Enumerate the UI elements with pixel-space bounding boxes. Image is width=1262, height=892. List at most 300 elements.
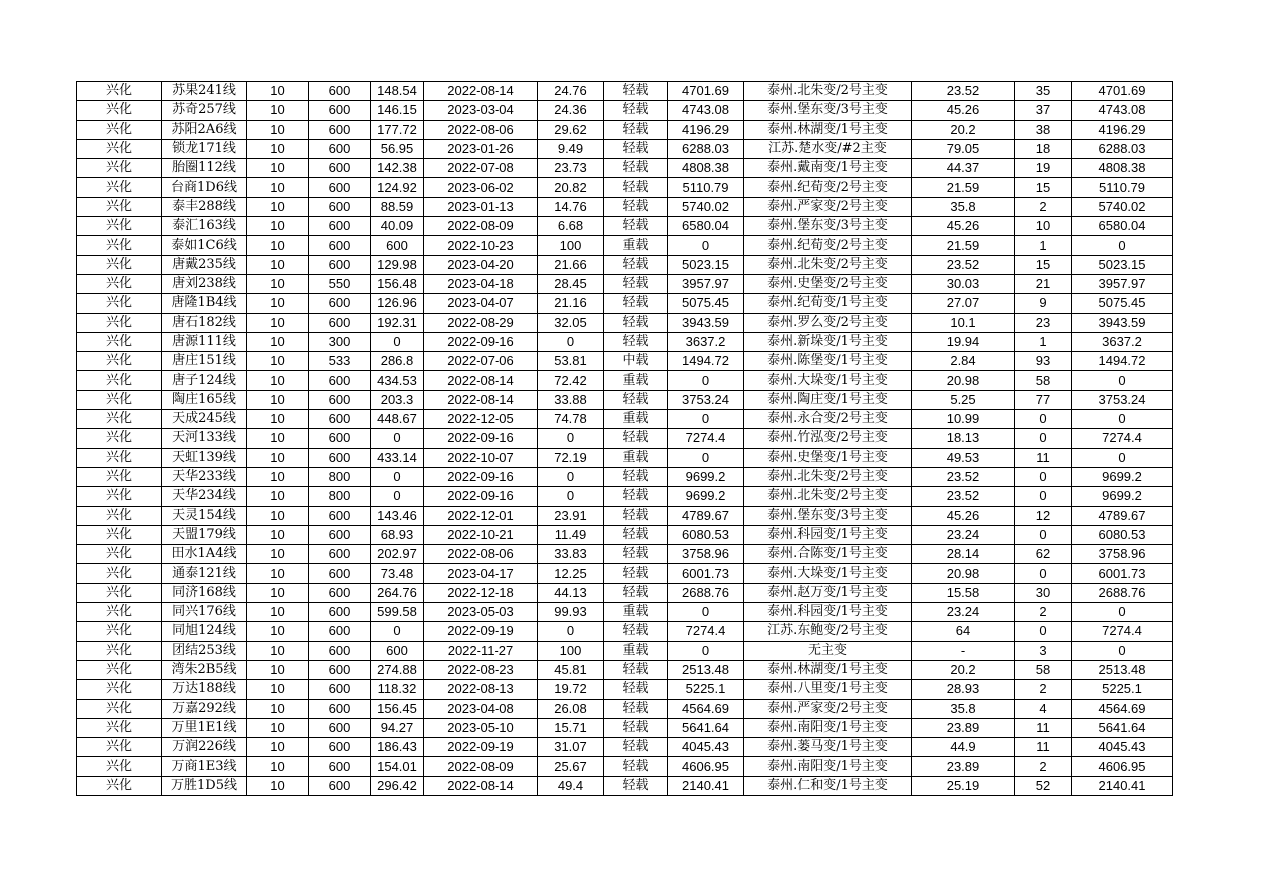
load-rate-cell: 20.82 <box>538 178 604 197</box>
table-row <box>77 603 1173 622</box>
line-name-cell: 天盟179线 <box>162 525 247 544</box>
remaining-capacity-cell: 2688.76 <box>1072 583 1173 602</box>
transformer-load-rate-cell: 35.8 <box>912 197 1015 216</box>
count-cell: 2 <box>1015 197 1072 216</box>
transformer-load-rate-cell: 27.07 <box>912 294 1015 313</box>
date-cell: 2022-08-14 <box>424 390 538 409</box>
line-name-cell: 同兴176线 <box>162 603 247 622</box>
load-status-cell: 轻载 <box>604 660 668 679</box>
region-cell: 兴化 <box>77 603 162 622</box>
transformer-cell: 江苏.楚水变/#2主变 <box>744 139 912 158</box>
remaining-capacity-cell: 6288.03 <box>1072 139 1173 158</box>
region-cell: 兴化 <box>77 660 162 679</box>
capacity-cell: 600 <box>309 660 371 679</box>
available-capacity-cell: 4196.29 <box>668 120 744 139</box>
voltage-cell: 10 <box>247 159 309 178</box>
remaining-capacity-cell: 3758.96 <box>1072 545 1173 564</box>
load-status-cell: 重载 <box>604 371 668 390</box>
load-status-cell: 重载 <box>604 410 668 429</box>
load-rate-cell: 74.78 <box>538 410 604 429</box>
load-cell: 118.32 <box>371 680 424 699</box>
available-capacity-cell: 2140.41 <box>668 776 744 795</box>
date-cell: 2022-09-16 <box>424 467 538 486</box>
voltage-cell: 10 <box>247 699 309 718</box>
transformer-load-rate-cell: 79.05 <box>912 139 1015 158</box>
capacity-cell: 600 <box>309 776 371 795</box>
line-name-cell: 苏奇257线 <box>162 101 247 120</box>
available-capacity-cell: 5641.64 <box>668 718 744 737</box>
load-status-cell: 轻载 <box>604 545 668 564</box>
date-cell: 2022-12-01 <box>424 506 538 525</box>
table-row <box>77 448 1173 467</box>
available-capacity-cell: 0 <box>668 448 744 467</box>
count-cell: 1 <box>1015 236 1072 255</box>
remaining-capacity-cell: 5023.15 <box>1072 255 1173 274</box>
transformer-load-rate-cell: 10.1 <box>912 313 1015 332</box>
count-cell: 0 <box>1015 487 1072 506</box>
date-cell: 2023-05-10 <box>424 718 538 737</box>
count-cell: 0 <box>1015 525 1072 544</box>
remaining-capacity-cell: 9699.2 <box>1072 487 1173 506</box>
count-cell: 58 <box>1015 371 1072 390</box>
available-capacity-cell: 6001.73 <box>668 564 744 583</box>
line-name-cell: 同旭124线 <box>162 622 247 641</box>
date-cell: 2023-01-13 <box>424 197 538 216</box>
voltage-cell: 10 <box>247 274 309 293</box>
line-name-cell: 万胜1D5线 <box>162 776 247 795</box>
transformer-cell: 无主变 <box>744 641 912 660</box>
table-row <box>77 313 1173 332</box>
line-name-cell: 万商1E3线 <box>162 757 247 776</box>
line-name-cell: 胎圈112线 <box>162 159 247 178</box>
load-rate-cell: 99.93 <box>538 603 604 622</box>
remaining-capacity-cell: 5225.1 <box>1072 680 1173 699</box>
voltage-cell: 10 <box>247 197 309 216</box>
load-status-cell: 轻载 <box>604 178 668 197</box>
transformer-cell: 泰州.严家变/2号主变 <box>744 699 912 718</box>
transformer-cell: 泰州.堡东变/3号主变 <box>744 101 912 120</box>
load-status-cell: 轻载 <box>604 313 668 332</box>
voltage-cell: 10 <box>247 294 309 313</box>
load-rate-cell: 6.68 <box>538 217 604 236</box>
region-cell: 兴化 <box>77 506 162 525</box>
region-cell: 兴化 <box>77 313 162 332</box>
voltage-cell: 10 <box>247 313 309 332</box>
region-cell: 兴化 <box>77 622 162 641</box>
region-cell: 兴化 <box>77 718 162 737</box>
load-cell: 600 <box>371 236 424 255</box>
voltage-cell: 10 <box>247 660 309 679</box>
load-rate-cell: 100 <box>538 641 604 660</box>
capacity-cell: 600 <box>309 545 371 564</box>
voltage-cell: 10 <box>247 332 309 351</box>
table-row <box>77 660 1173 679</box>
transformer-cell: 泰州.罗么变/2号主变 <box>744 313 912 332</box>
date-cell: 2022-07-06 <box>424 352 538 371</box>
transformer-load-rate-cell: 20.2 <box>912 660 1015 679</box>
region-cell: 兴化 <box>77 82 162 101</box>
load-status-cell: 轻载 <box>604 332 668 351</box>
capacity-cell: 600 <box>309 139 371 158</box>
transformer-cell: 泰州.北朱变/2号主变 <box>744 255 912 274</box>
count-cell: 18 <box>1015 139 1072 158</box>
available-capacity-cell: 5075.45 <box>668 294 744 313</box>
table-row <box>77 680 1173 699</box>
available-capacity-cell: 2513.48 <box>668 660 744 679</box>
region-cell: 兴化 <box>77 217 162 236</box>
line-name-cell: 唐源111线 <box>162 332 247 351</box>
transformer-cell: 泰州.纪荀变/2号主变 <box>744 178 912 197</box>
count-cell: 0 <box>1015 410 1072 429</box>
line-name-cell: 陶庄165线 <box>162 390 247 409</box>
voltage-cell: 10 <box>247 583 309 602</box>
line-name-cell: 泰丰288线 <box>162 197 247 216</box>
date-cell: 2022-09-16 <box>424 429 538 448</box>
line-name-cell: 唐庄151线 <box>162 352 247 371</box>
voltage-cell: 10 <box>247 738 309 757</box>
available-capacity-cell: 3758.96 <box>668 545 744 564</box>
line-name-cell: 万达188线 <box>162 680 247 699</box>
transformer-load-rate-cell: 28.93 <box>912 680 1015 699</box>
capacity-cell: 600 <box>309 757 371 776</box>
date-cell: 2022-09-19 <box>424 738 538 757</box>
table-row <box>77 467 1173 486</box>
table-row <box>77 294 1173 313</box>
line-name-cell: 唐刘238线 <box>162 274 247 293</box>
capacity-cell: 600 <box>309 525 371 544</box>
table-row <box>77 159 1173 178</box>
load-cell: 264.76 <box>371 583 424 602</box>
table-row <box>77 410 1173 429</box>
remaining-capacity-cell: 3637.2 <box>1072 332 1173 351</box>
load-cell: 203.3 <box>371 390 424 409</box>
date-cell: 2023-06-02 <box>424 178 538 197</box>
load-cell: 0 <box>371 332 424 351</box>
table-row <box>77 776 1173 795</box>
load-rate-cell: 0 <box>538 467 604 486</box>
count-cell: 37 <box>1015 101 1072 120</box>
load-rate-cell: 29.62 <box>538 120 604 139</box>
region-cell: 兴化 <box>77 525 162 544</box>
voltage-cell: 10 <box>247 120 309 139</box>
transformer-cell: 泰州.戴南变/1号主变 <box>744 159 912 178</box>
voltage-cell: 10 <box>247 757 309 776</box>
available-capacity-cell: 0 <box>668 236 744 255</box>
load-cell: 599.58 <box>371 603 424 622</box>
capacity-cell: 600 <box>309 236 371 255</box>
available-capacity-cell: 5740.02 <box>668 197 744 216</box>
date-cell: 2022-08-14 <box>424 82 538 101</box>
transformer-load-rate-cell: 2.84 <box>912 352 1015 371</box>
table-row <box>77 101 1173 120</box>
transformer-cell: 泰州.北朱变/2号主变 <box>744 82 912 101</box>
transformer-cell: 泰州.蒌马变/1号主变 <box>744 738 912 757</box>
remaining-capacity-cell: 4196.29 <box>1072 120 1173 139</box>
capacity-cell: 600 <box>309 448 371 467</box>
load-status-cell: 轻载 <box>604 680 668 699</box>
capacity-cell: 600 <box>309 603 371 622</box>
load-rate-cell: 21.16 <box>538 294 604 313</box>
available-capacity-cell: 4701.69 <box>668 82 744 101</box>
date-cell: 2022-08-06 <box>424 120 538 139</box>
table-row <box>77 390 1173 409</box>
load-rate-cell: 9.49 <box>538 139 604 158</box>
region-cell: 兴化 <box>77 120 162 139</box>
date-cell: 2022-07-08 <box>424 159 538 178</box>
line-name-cell: 湾朱2B5线 <box>162 660 247 679</box>
table-row <box>77 506 1173 525</box>
transformer-cell: 泰州.陶庄变/1号主变 <box>744 390 912 409</box>
transformer-cell: 江苏.东鲍变/2号主变 <box>744 622 912 641</box>
capacity-cell: 600 <box>309 294 371 313</box>
region-cell: 兴化 <box>77 255 162 274</box>
transformer-load-rate-cell: 20.98 <box>912 564 1015 583</box>
load-status-cell: 轻载 <box>604 429 668 448</box>
capacity-cell: 600 <box>309 564 371 583</box>
table-row <box>77 236 1173 255</box>
load-rate-cell: 23.91 <box>538 506 604 525</box>
region-cell: 兴化 <box>77 641 162 660</box>
available-capacity-cell: 6580.04 <box>668 217 744 236</box>
load-cell: 94.27 <box>371 718 424 737</box>
count-cell: 2 <box>1015 757 1072 776</box>
transformer-load-rate-cell: 23.52 <box>912 255 1015 274</box>
count-cell: 21 <box>1015 274 1072 293</box>
available-capacity-cell: 5023.15 <box>668 255 744 274</box>
load-cell: 186.43 <box>371 738 424 757</box>
voltage-cell: 10 <box>247 448 309 467</box>
voltage-cell: 10 <box>247 352 309 371</box>
line-name-cell: 锁龙171线 <box>162 139 247 158</box>
load-rate-cell: 28.45 <box>538 274 604 293</box>
count-cell: 2 <box>1015 603 1072 622</box>
table-row <box>77 545 1173 564</box>
remaining-capacity-cell: 0 <box>1072 236 1173 255</box>
load-rate-cell: 19.72 <box>538 680 604 699</box>
region-cell: 兴化 <box>77 294 162 313</box>
available-capacity-cell: 3943.59 <box>668 313 744 332</box>
load-rate-cell: 26.08 <box>538 699 604 718</box>
capacity-cell: 600 <box>309 680 371 699</box>
load-cell: 68.93 <box>371 525 424 544</box>
table-row <box>77 371 1173 390</box>
load-cell: 142.38 <box>371 159 424 178</box>
region-cell: 兴化 <box>77 699 162 718</box>
region-cell: 兴化 <box>77 178 162 197</box>
load-status-cell: 轻载 <box>604 564 668 583</box>
remaining-capacity-cell: 0 <box>1072 371 1173 390</box>
load-status-cell: 轻载 <box>604 294 668 313</box>
voltage-cell: 10 <box>247 139 309 158</box>
table-row <box>77 274 1173 293</box>
table-row <box>77 699 1173 718</box>
table-row <box>77 738 1173 757</box>
date-cell: 2023-03-04 <box>424 101 538 120</box>
transformer-load-rate-cell: 44.9 <box>912 738 1015 757</box>
remaining-capacity-cell: 5075.45 <box>1072 294 1173 313</box>
voltage-cell: 10 <box>247 255 309 274</box>
load-cell: 0 <box>371 467 424 486</box>
available-capacity-cell: 4808.38 <box>668 159 744 178</box>
transformer-cell: 泰州.北朱变/2号主变 <box>744 467 912 486</box>
load-status-cell: 轻载 <box>604 506 668 525</box>
count-cell: 3 <box>1015 641 1072 660</box>
transformer-cell: 泰州.史堡变/1号主变 <box>744 448 912 467</box>
load-rate-cell: 53.81 <box>538 352 604 371</box>
region-cell: 兴化 <box>77 332 162 351</box>
date-cell: 2022-08-09 <box>424 757 538 776</box>
count-cell: 58 <box>1015 660 1072 679</box>
line-name-cell: 田水1A4线 <box>162 545 247 564</box>
load-status-cell: 轻载 <box>604 101 668 120</box>
transformer-cell: 泰州.科园变/1号主变 <box>744 603 912 622</box>
available-capacity-cell: 0 <box>668 410 744 429</box>
date-cell: 2022-10-07 <box>424 448 538 467</box>
remaining-capacity-cell: 0 <box>1072 641 1173 660</box>
load-rate-cell: 100 <box>538 236 604 255</box>
region-cell: 兴化 <box>77 371 162 390</box>
load-status-cell: 重载 <box>604 236 668 255</box>
voltage-cell: 10 <box>247 603 309 622</box>
date-cell: 2022-11-27 <box>424 641 538 660</box>
remaining-capacity-cell: 3753.24 <box>1072 390 1173 409</box>
capacity-cell: 600 <box>309 197 371 216</box>
table-row <box>77 583 1173 602</box>
region-cell: 兴化 <box>77 390 162 409</box>
load-rate-cell: 45.81 <box>538 660 604 679</box>
line-name-cell: 天灵154线 <box>162 506 247 525</box>
voltage-cell: 10 <box>247 410 309 429</box>
table-row <box>77 82 1173 101</box>
remaining-capacity-cell: 3943.59 <box>1072 313 1173 332</box>
table-row <box>77 197 1173 216</box>
data-table <box>76 81 1173 796</box>
count-cell: 10 <box>1015 217 1072 236</box>
region-cell: 兴化 <box>77 564 162 583</box>
load-rate-cell: 25.67 <box>538 757 604 776</box>
transformer-cell: 泰州.合陈变/1号主变 <box>744 545 912 564</box>
count-cell: 0 <box>1015 429 1072 448</box>
count-cell: 19 <box>1015 159 1072 178</box>
capacity-cell: 600 <box>309 429 371 448</box>
line-name-cell: 团结253线 <box>162 641 247 660</box>
available-capacity-cell: 5225.1 <box>668 680 744 699</box>
load-cell: 126.96 <box>371 294 424 313</box>
voltage-cell: 10 <box>247 525 309 544</box>
load-rate-cell: 72.19 <box>538 448 604 467</box>
line-name-cell: 天河133线 <box>162 429 247 448</box>
table-row <box>77 641 1173 660</box>
transformer-load-rate-cell: 23.52 <box>912 467 1015 486</box>
count-cell: 9 <box>1015 294 1072 313</box>
load-status-cell: 轻载 <box>604 467 668 486</box>
load-cell: 0 <box>371 487 424 506</box>
table-row <box>77 217 1173 236</box>
date-cell: 2023-05-03 <box>424 603 538 622</box>
load-rate-cell: 72.42 <box>538 371 604 390</box>
table-row <box>77 332 1173 351</box>
line-name-cell: 唐隆1B4线 <box>162 294 247 313</box>
table-row <box>77 255 1173 274</box>
remaining-capacity-cell: 5740.02 <box>1072 197 1173 216</box>
region-cell: 兴化 <box>77 583 162 602</box>
voltage-cell: 10 <box>247 487 309 506</box>
load-cell: 433.14 <box>371 448 424 467</box>
date-cell: 2022-08-09 <box>424 217 538 236</box>
load-status-cell: 轻载 <box>604 217 668 236</box>
transformer-load-rate-cell: 23.24 <box>912 603 1015 622</box>
region-cell: 兴化 <box>77 352 162 371</box>
table-row <box>77 718 1173 737</box>
region-cell: 兴化 <box>77 776 162 795</box>
remaining-capacity-cell: 5110.79 <box>1072 178 1173 197</box>
date-cell: 2022-09-16 <box>424 332 538 351</box>
line-name-cell: 泰汇163线 <box>162 217 247 236</box>
count-cell: 12 <box>1015 506 1072 525</box>
load-status-cell: 轻载 <box>604 525 668 544</box>
load-cell: 0 <box>371 429 424 448</box>
count-cell: 93 <box>1015 352 1072 371</box>
date-cell: 2022-08-14 <box>424 371 538 390</box>
line-name-cell: 苏阳2A6线 <box>162 120 247 139</box>
load-cell: 124.92 <box>371 178 424 197</box>
count-cell: 11 <box>1015 738 1072 757</box>
voltage-cell: 10 <box>247 82 309 101</box>
load-status-cell: 轻载 <box>604 255 668 274</box>
capacity-cell: 800 <box>309 467 371 486</box>
table-row <box>77 352 1173 371</box>
capacity-cell: 600 <box>309 371 371 390</box>
table-row <box>77 525 1173 544</box>
transformer-cell: 泰州.永合变/2号主变 <box>744 410 912 429</box>
line-name-cell: 唐子124线 <box>162 371 247 390</box>
available-capacity-cell: 0 <box>668 641 744 660</box>
transformer-cell: 泰州.史堡变/2号主变 <box>744 274 912 293</box>
date-cell: 2022-08-23 <box>424 660 538 679</box>
count-cell: 0 <box>1015 564 1072 583</box>
date-cell: 2023-04-17 <box>424 564 538 583</box>
load-cell: 0 <box>371 622 424 641</box>
transformer-cell: 泰州.纪荀变/1号主变 <box>744 294 912 313</box>
load-rate-cell: 11.49 <box>538 525 604 544</box>
load-rate-cell: 12.25 <box>538 564 604 583</box>
line-name-cell: 天成245线 <box>162 410 247 429</box>
line-name-cell: 唐戴235线 <box>162 255 247 274</box>
date-cell: 2023-04-18 <box>424 274 538 293</box>
region-cell: 兴化 <box>77 448 162 467</box>
line-name-cell: 万里1E1线 <box>162 718 247 737</box>
voltage-cell: 10 <box>247 101 309 120</box>
table-body <box>77 82 1173 796</box>
voltage-cell: 10 <box>247 641 309 660</box>
load-status-cell: 重载 <box>604 641 668 660</box>
remaining-capacity-cell: 7274.4 <box>1072 622 1173 641</box>
load-status-cell: 轻载 <box>604 159 668 178</box>
count-cell: 15 <box>1015 178 1072 197</box>
load-status-cell: 轻载 <box>604 757 668 776</box>
region-cell: 兴化 <box>77 487 162 506</box>
region-cell: 兴化 <box>77 159 162 178</box>
load-status-cell: 轻载 <box>604 622 668 641</box>
remaining-capacity-cell: 4564.69 <box>1072 699 1173 718</box>
capacity-cell: 600 <box>309 622 371 641</box>
load-cell: 40.09 <box>371 217 424 236</box>
voltage-cell: 10 <box>247 178 309 197</box>
load-cell: 146.15 <box>371 101 424 120</box>
remaining-capacity-cell: 0 <box>1072 410 1173 429</box>
voltage-cell: 10 <box>247 776 309 795</box>
transformer-cell: 泰州.陈堡变/1号主变 <box>744 352 912 371</box>
